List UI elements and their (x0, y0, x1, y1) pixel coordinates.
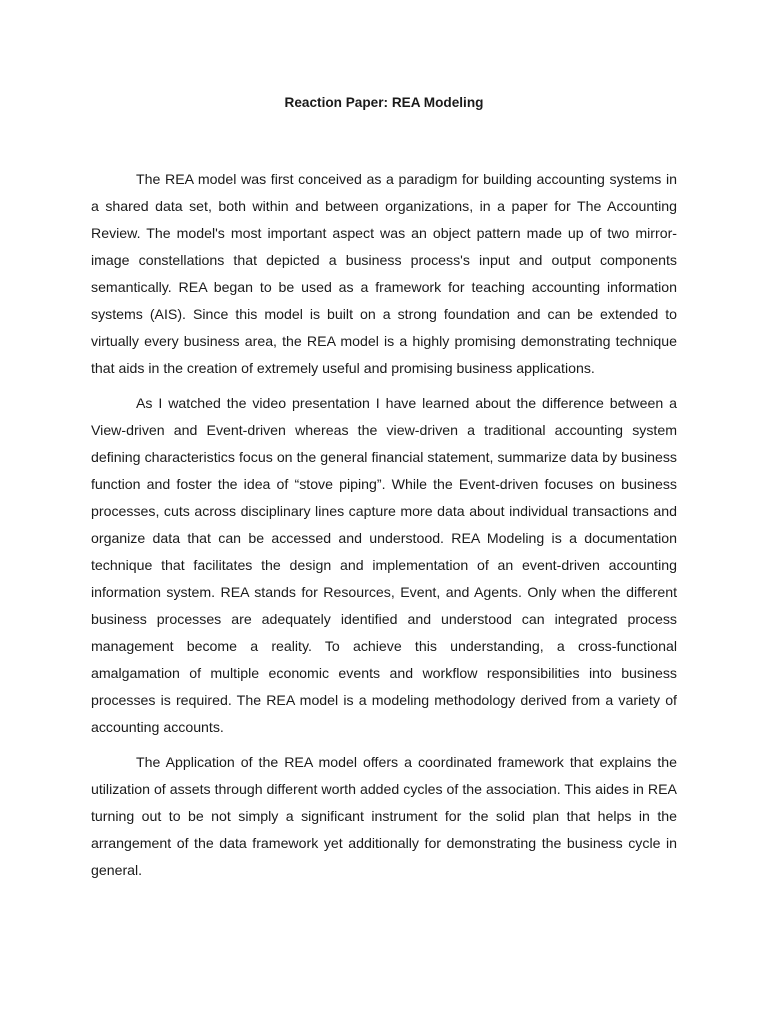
paragraph-rea-overview: The REA model was first conceived as a paradigm for building accounting systems in a shared data set, both within and between organizations, in a paper for The Accounting Review. The model's most important aspect was an object pattern made up of two mirror-image constellations that depicted a business process's input and output components semantically. REA began to be used as a framework for teaching accounting information systems (AIS). Since this model is built on a strong foundation and can be extended to virtually every business area, the REA model is a highly promising demonstrating technique that aids in the creation of extremely useful and promising business applications. (91, 171, 677, 376)
document-title: Reaction Paper: REA Modeling (284, 95, 484, 110)
paragraph-view-vs-event-driven: As I watched the video presentation I have learned about the difference between a View-driven and Event-driven whereas the view-driven a traditional accounting system defining characteristics focus on the general financial statement, summarize data by business function and foster the idea of “stove piping”. While the Event-driven focuses on business processes, cuts across disciplinary lines capture more data about individual transactions and organize data that can be accessed and understood. REA Modeling is a documentation technique that facilitates the design and implementation of an event-driven accounting information system. REA stands for Resources, Event, and Agents. Only when the different business processes are adequately identified and understood can integrated process management become a reality. To achieve this understanding, a cross-functional amalgamation of multiple economic events and workflow responsibilities into business processes is required. The REA model is a modeling methodology derived from a variety of accounting accounts. (91, 395, 677, 735)
document-body (91, 166, 677, 892)
paragraph-rea-application: The Application of the REA model offers a coordinated framework that explains the utilization of assets through different worth added cycles of the association. This aides in REA turning out to be not simply a significant instrument for the solid plan that helps in the arrangement of the data framework yet additionally for demonstrating the business cycle in general. (91, 754, 677, 878)
